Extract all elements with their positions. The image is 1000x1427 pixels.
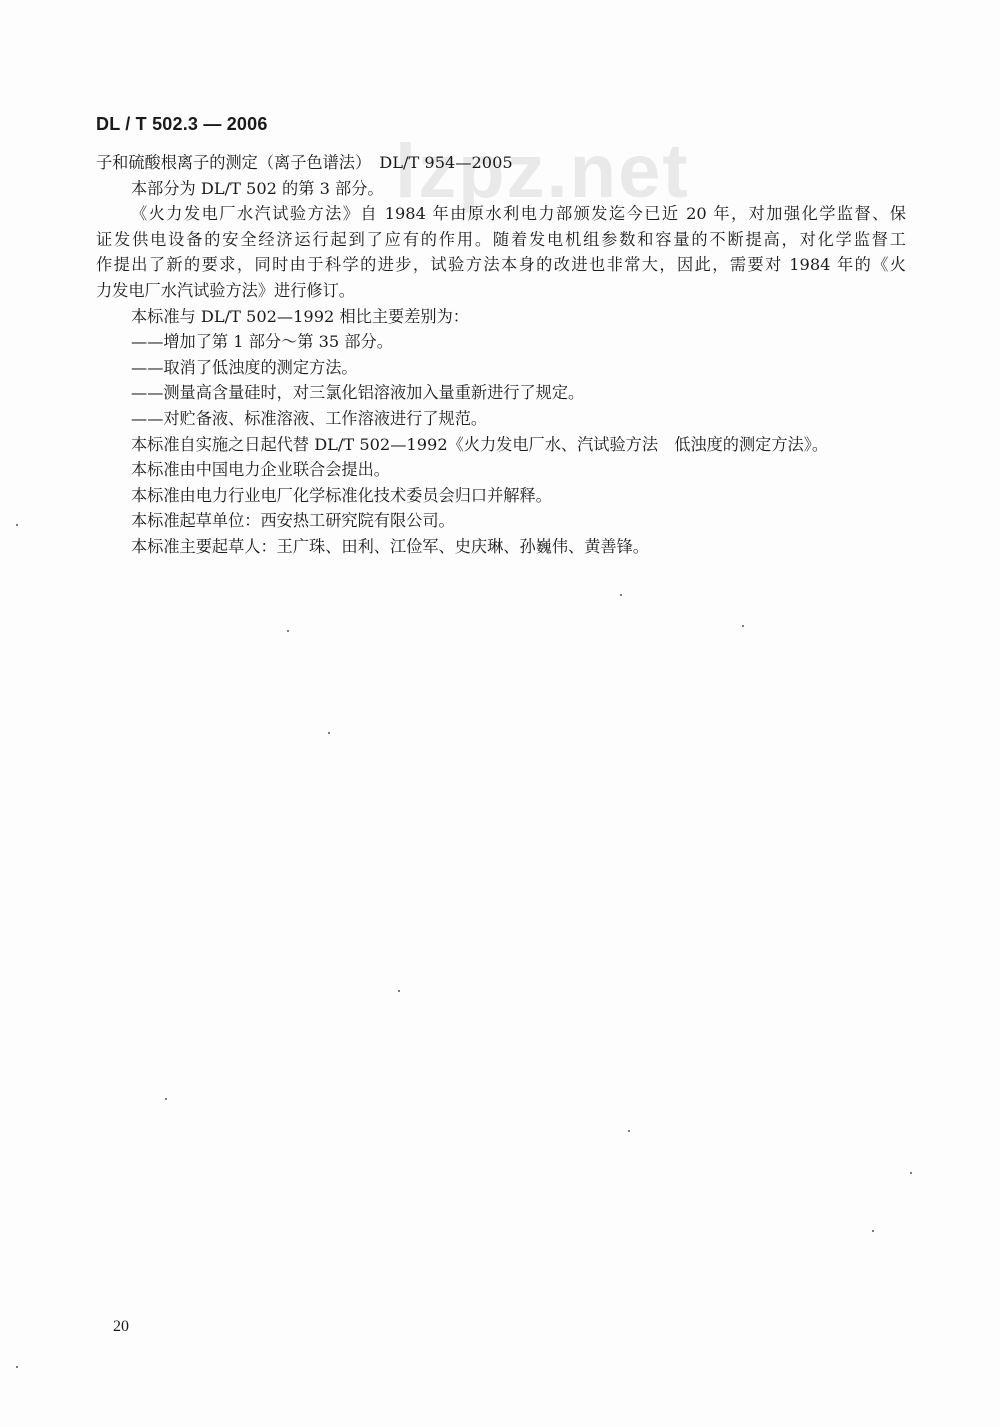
page-number: 20	[113, 1318, 129, 1335]
standard-code-header: DL / T 502.3 — 2006	[96, 114, 268, 134]
body-line-3: 《火力发电厂水汽试验方法》自 1984 年由原水利电力部颁发迄今已近 20 年，对加强化学监督、保	[131, 204, 906, 224]
foreword-body	[96, 150, 906, 560]
scan-speck	[910, 1172, 912, 1174]
scan-speck	[16, 1366, 18, 1368]
body-line-16: 本标准主要起草人：王广珠、田利、江俭军、史庆琳、孙巍伟、黄善锋。	[131, 536, 649, 556]
scan-speck	[328, 732, 330, 734]
scan-speck	[872, 1230, 874, 1232]
watermark: lzpz.net	[395, 129, 690, 214]
body-line-4: 证发供电设备的安全经济运行起到了应有的作用。随着发电机组参数和容量的不断提高，对化学监督工	[96, 229, 906, 249]
list-item-2: ——取消了低浊度的测定方法。	[131, 357, 358, 377]
list-item-3: ——测量高含量硅时，对三氯化铝溶液加入量重新进行了规定。	[131, 383, 585, 403]
list-item-4: ——对贮备液、标准溶液、工作溶液进行了规范。	[131, 408, 488, 428]
body-line-13: 本标准由中国电力企业联合会提出。	[131, 460, 390, 480]
scan-speck	[398, 990, 400, 992]
body-line-14: 本标准由电力行业电厂化学标准化技术委员会归口并解释。	[131, 485, 552, 505]
list-item-1: ——增加了第 1 部分～第 35 部分。	[131, 332, 393, 352]
scan-speck	[287, 630, 289, 632]
body-line-6: 力发电厂水汽试验方法》进行修订。	[96, 280, 355, 300]
body-line-12: 本标准自实施之日起代替 DL/T 502—1992《火力发电厂水、汽试验方法 低浊度的测定方法》。	[131, 434, 829, 454]
body-line-5: 作提出了新的要求，同时由于科学的进步，试验方法本身的改进也非常大，因此，需要对 1984 年的《火	[96, 255, 906, 275]
scan-speck	[165, 1098, 167, 1100]
scan-speck	[620, 594, 622, 596]
scan-speck	[742, 625, 744, 627]
scan-speck	[16, 524, 18, 526]
body-line-7: 本标准与 DL/T 502—1992 相比主要差别为：	[131, 306, 469, 326]
scan-speck	[628, 1130, 630, 1132]
body-line-1: 子和硫酸根离子的测定（离子色谱法） DL/T 954—2005	[96, 153, 513, 172]
body-line-15: 本标准起草单位：西安热工研究院有限公司。	[131, 511, 455, 531]
body-line-2: 本部分为 DL/T 502 的第 3 部分。	[131, 178, 384, 198]
